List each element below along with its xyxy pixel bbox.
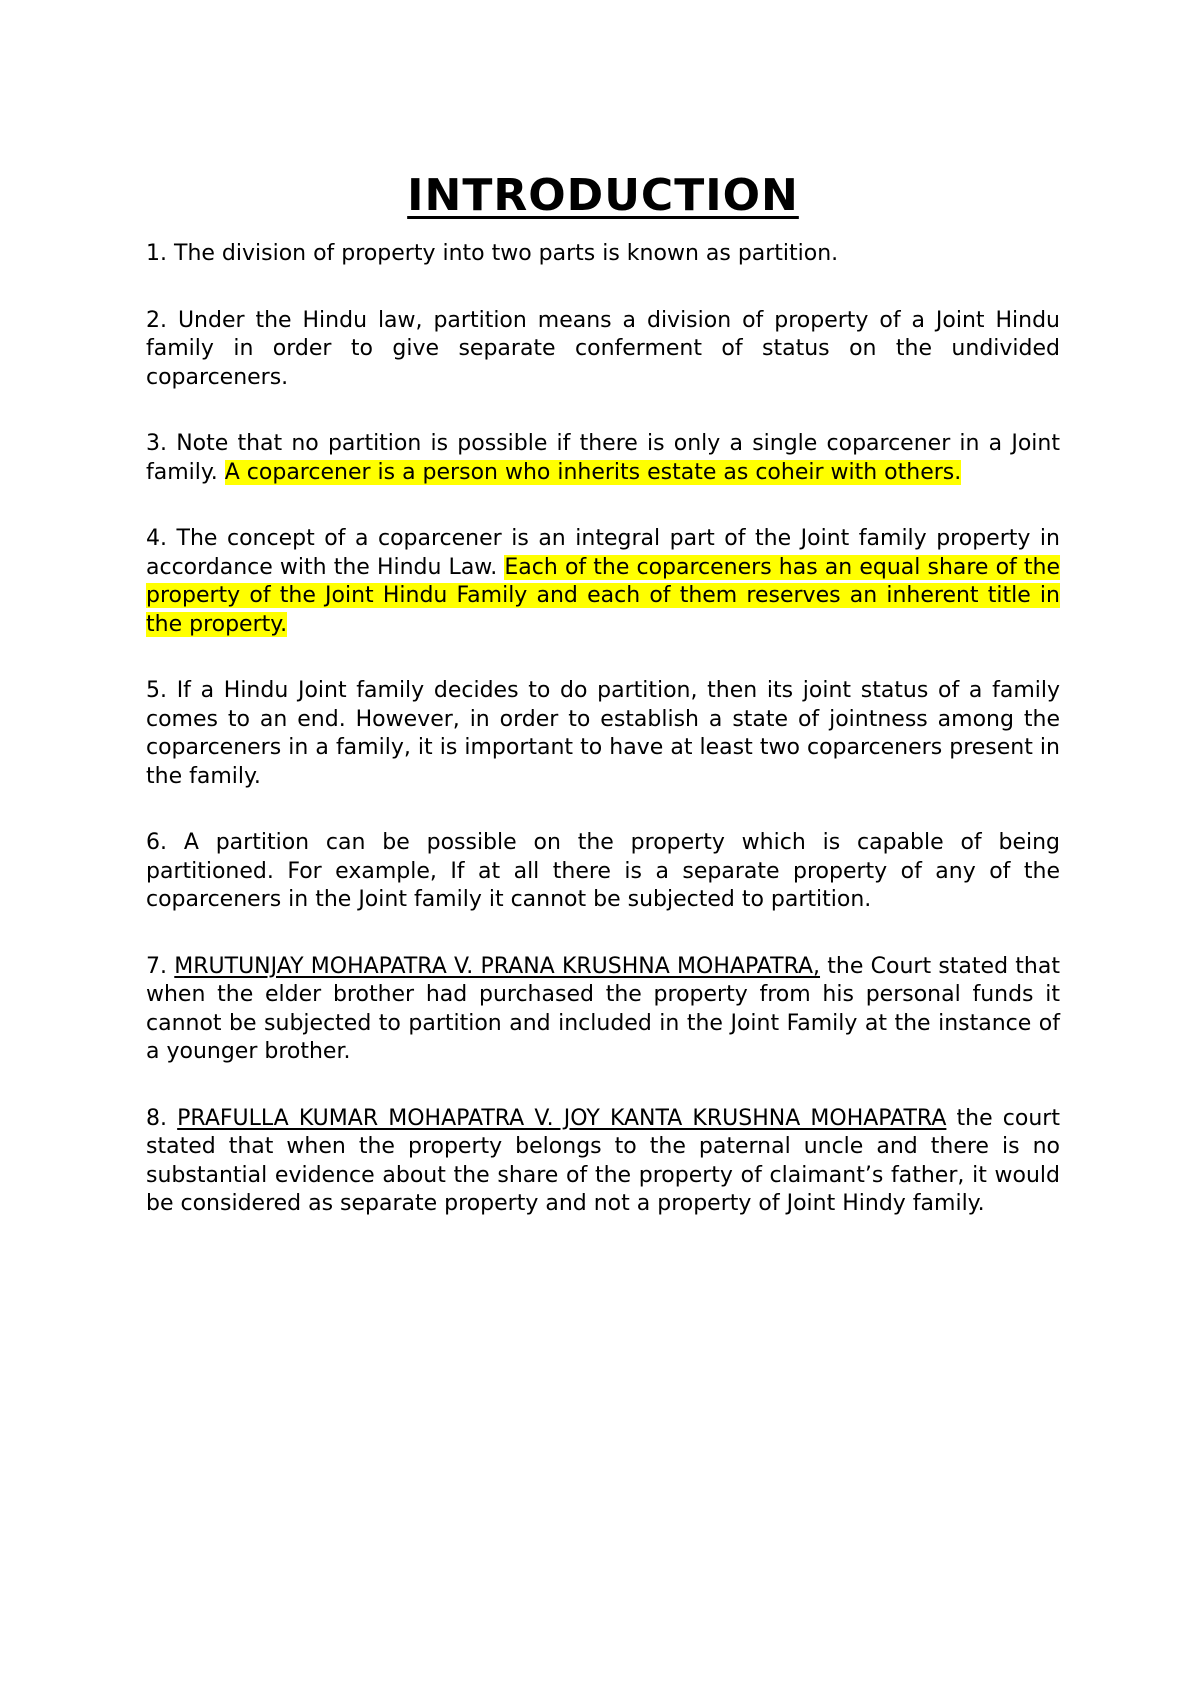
item-text: The concept of a coparcener is an integral part of the Joint family property in accordance with the Hindu Law.: [146, 526, 1060, 580]
highlighted-text: A coparcener is a person who inherits estate as coheir with others.: [224, 459, 962, 485]
item-number: 2.: [146, 307, 167, 333]
item-text: Note that no partition is possible if there is only a single coparcener in a Joint family.: [146, 431, 1060, 485]
paragraph-1: [146, 240, 1060, 269]
item-text: Under the Hindu law, partition means a division of property of a Joint Hindu family in order to give separate conferment of status on the undivided coparceners.: [146, 307, 1060, 390]
item-number: 8.: [146, 1105, 167, 1131]
item-text: The division of property into two parts is known as partition.: [174, 241, 839, 266]
document-page: [146, 170, 1060, 1257]
item-number: 4.: [146, 526, 167, 551]
item-number: 6.: [146, 830, 167, 855]
paragraph-5: [146, 677, 1060, 791]
case-name: PRAFULLA KUMAR MOHAPATRA V. JOY KANTA KRUSHNA MOHAPATRA: [177, 1105, 947, 1131]
paragraph-6: [146, 829, 1060, 915]
item-number: 3.: [146, 431, 167, 456]
paragraph-8: [146, 1105, 1060, 1219]
case-name: MRUTUNJAY MOHAPATRA V. PRANA KRUSHNA MOHAPATRA,: [174, 953, 821, 979]
paragraph-2: [146, 307, 1060, 393]
item-text: A partition can be possible on the property which is capable of being partitioned. For example, If at all there is a separate property of any of the coparceners in the Joint family it cannot be subjected to partition.: [146, 830, 1061, 912]
item-text: the Court stated that when the elder brother had purchased the property from his personal funds it cannot be subjected to partition and included in the Joint Family at the instance of a younger brother.: [146, 953, 1060, 1064]
item-number: 7.: [146, 953, 167, 979]
paragraph-3: [146, 430, 1060, 487]
paragraph-7: [146, 953, 1060, 1067]
item-number: 5.: [146, 678, 167, 703]
paragraph-4: [146, 525, 1060, 639]
item-number: 1.: [146, 241, 167, 266]
item-text: If a Hindu Joint family decides to do partition, then its joint status of a family comes to an end. However, in order to establish a state of jointness among the coparceners in a family, it is important to have at least two coparceners present in the family.: [146, 678, 1060, 789]
item-text: the court stated that when the property belongs to the paternal uncle and there is no substantial evidence about the share of the property of claimant’s father, it would be considered as separate property and not a property of Joint Hindy family.: [146, 1105, 1060, 1216]
page-title: INTRODUCTION: [407, 170, 799, 221]
highlighted-text: Each of the coparceners has an equal share of the property of the Joint Hindu Family and each of them reserves an inherent title in the property.: [146, 554, 1061, 637]
